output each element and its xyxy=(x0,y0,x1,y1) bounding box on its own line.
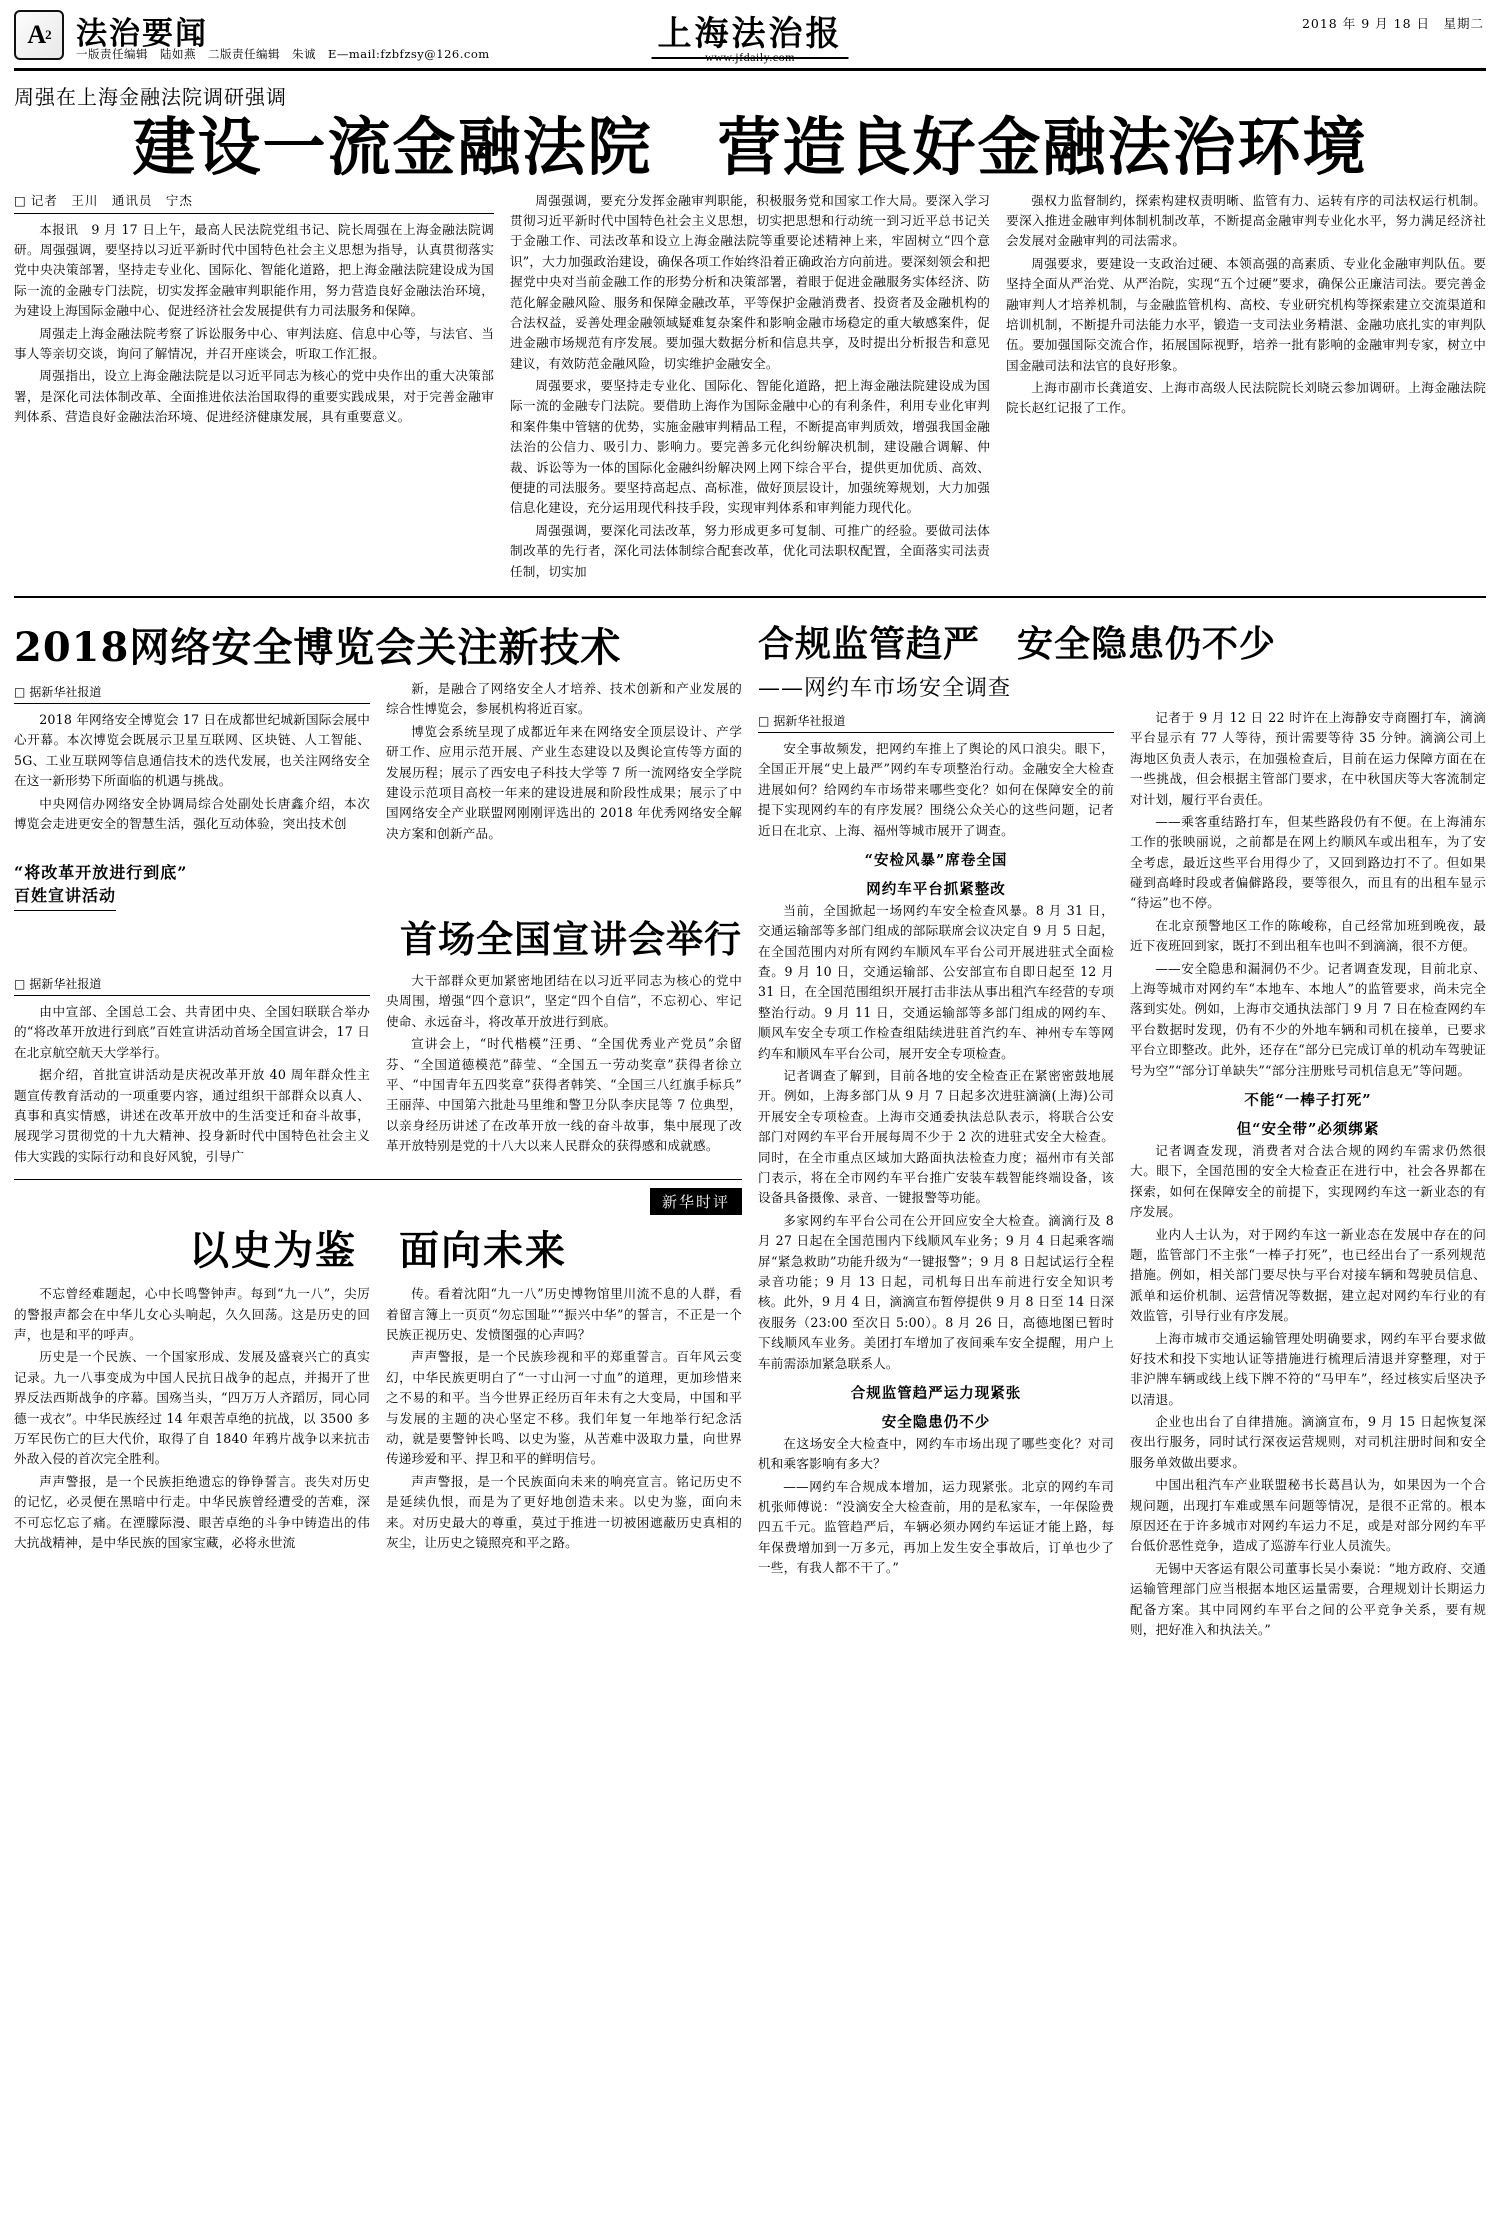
commentary-column-2 xyxy=(386,1284,742,1555)
paragraph: 据介绍，首批宣讲活动是庆祝改革开放 40 周年群众性主题宣传教育活动的一项重要内容，通过组织干部群众以真人、真事和真实情感，讲述在改革开放中的生活变迁和奋斗故事，展现学习贯彻党的十九大精神、投身新时代中国特色社会主义伟大实践的实际行动和良好风貌，引导广 xyxy=(14,1067,370,1164)
ride-column-1 xyxy=(758,708,1114,1642)
xuanjiang-column-1 xyxy=(14,971,370,1169)
paragraph: 记者调查了解到，目前各地的安全检查正在紧密密鼓地展开。例如，上海多部门从 9 月 7 日起多次进驻滴滴(上海)公司开展安全专项检查。上海市交通委执法总队表示，将联合公安部门对网约车平台开展每周不少于 2 次的进驻式安全大检查。同时，在全市重点区域加大路面执法检查力度；福州市有关部门表示，将在全市网约车平台推广安装车载智能终端设备，该设备具备摄像、录音、一键报警等功能。 xyxy=(758,1068,1114,1206)
ride-subhead-3: 不能“一棒子打死” xyxy=(1244,1092,1372,1109)
paragraph: 周强走上海金融法院考察了诉讼服务中心、审判法庭、信息中心等，与法官、当事人等亲切交谈，询问了解情况，并召开座谈会，听取工作汇报。 xyxy=(14,325,494,361)
paragraph: 新，是融合了网络安全人才培养、技术创新和产业发展的综合性博览会，参展机构将近百家。 xyxy=(386,680,742,717)
lead-body-columns xyxy=(14,191,1486,584)
byline-text: □ 记者 王川 通讯员 宁杰 xyxy=(14,193,193,208)
paragraph: 周强强调，要充分发挥金融审判职能，积极服务党和国家工作大局。要深入学习贯彻习近平新时代中国特色社会主义思想，切实把思想和行动统一到习近平总书记关于金融工作、司法改革和设立上海金融法院等重要论述精神上来，牢固树立“四个意识”，大力加强政治建设，确保各项工作始终沿着正确政治方向前进。要深刻领会和把握党中央对当前金融工作的形势分析和决策部署，着眼于促进金融服务实体经济、防范化解金融风险、服务和保障金融改革，平等保护金融消费者、投资者及金融机构的合法权益，妥善处理金融领域疑难复杂案件和影响金融市场稳定的重大敏感案件，促进金融市场规范有序发展。要加强大数据分析和信息共享，及时提出分析报告和意见建议，有效防范金融风险，切实维护金融安全。 xyxy=(510,192,991,371)
paragraph: 记者于 9 月 12 日 22 时许在上海静安寺商圈打车，滴滴平台显示有 77 人等待，预计需要等待 35 分钟。滴滴公司上海地区负责人表示，在加强检查后，目前在运力保障方面在在一些挑战，但会根据主管部门要求，在中秋国庆等大客流制定对计划，履行平台责任。 xyxy=(1130,709,1486,807)
paragraph: ——网约车合规成本增加，运力现紧张。北京的网约车司机张师傅说：“没滴安全大检查前，用的是私家车，一年保险费四五千元。监管趋严后，车辆必须办网约车运证才能上路，每年保费增加到一万多元，再加上发生安全事故后，订单也少了一些，有我人都不干了。” xyxy=(758,1478,1114,1576)
commentary-headline: 以史为鉴 面向未来 xyxy=(189,1227,567,1275)
paragraph: 声声警报，是一个民族拒绝遗忘的铮铮誓言。丧失对历史的记忆，必灵便在黑暗中行走。中华民族曾经遭受的苦难，深不可忘忆忘了痛。在湮朦际漫、眼苦卓绝的斗争中铸造出的伟大抗战精神，是中华民族的国家宝藏，必将永世流 xyxy=(14,1473,370,1550)
lead-column-1 xyxy=(14,191,494,584)
paragraph: 记者调查发现，消费者对合法合规的网约车需求仍然很大。眼下，全国范围的安全大检查正在进行中，社会各界都在探索，如何在保障安全的前提下，实现网约车这一新业态的有序发展。 xyxy=(1130,1143,1486,1220)
paragraph: 声声警报，是一个民族珍视和平的郑重誓言。百年风云变幻，中华民族更明白了“一寸山河一寸血”的道理，更加珍惜来之不易的和平。当今世界正经历百年未有之大变局，中国和平与发展的主题的决心坚定不移。我们年复一年地举行纪念活动，就是要警钟长鸣、以史为鉴，从苦难中汲取力量，向世界传递珍爱和平、捍卫和平的鲜明信号。 xyxy=(386,1349,742,1467)
page-badge-number: 2 xyxy=(45,27,51,42)
page-badge-letter: A xyxy=(27,20,46,49)
lead-headline: 建设一流金融法院 营造良好金融法治环境 xyxy=(132,110,1368,184)
masthead xyxy=(14,8,1486,71)
paragraph: 企业也出台了自律措施。滴滴宣布，9 月 15 日起恢复深夜出行服务，同时试行深夜运营规则，对司机注册时间和安全服务单效做出要求。 xyxy=(1130,1414,1486,1470)
paragraph: 不忘曾经难题起，心中长鸣警钟声。每到“九一八”，尖厉的警报声都会在中华儿女心头响起，久久回荡。这是历史的回声，也是和平的呼声。 xyxy=(14,1286,370,1342)
cyber-column-1 xyxy=(14,679,370,846)
story-cyber-expo xyxy=(14,616,742,846)
byline xyxy=(14,191,494,214)
ride-headline: 合规监管趋严 安全隐患仍不少 xyxy=(758,622,1277,665)
page-number-badge xyxy=(14,10,64,60)
paragraph: 上海市副市长龚道安、上海市高级人民法院院长刘晓云参加调研。上海金融法院院长赵红记报了工作。 xyxy=(1006,380,1486,416)
paragraph: 周强要求，要坚持走专业化、国际化、智能化道路，把上海金融法院建设成为国际一流的金融专门法院。要借助上海作为国际金融中心的有利条件，利用专业化审判和案件集中管辖的优势，实施金融审判精品工程，不断提高审判质效，增强我国金融法治的公信力、吸引力、影响力。要完善多元化纠纷解决机制，建设融合调解、仲裁、诉讼等为一体的国际化金融纠纷解决网上网下综合平台，提供更加优质、高效、便捷的司法服务。要坚持高起点、高标准，做好顶层设计，加强统筹规划，大力加强信息化建设，充分运用现代科技手段，实现审判体系和审判能力现代化。 xyxy=(510,378,990,516)
paragraph: 大干部群众更加紧密地团结在以习近平同志为核心的党中央周围，增强“四个意识”，坚定“四个自信”，不忘初心、牢记使命、永远奋斗，将改革开放进行到底。 xyxy=(386,973,742,1029)
paragraph: 博览会系统呈现了成都近年来在网络安全顶层设计、产学研工作、应用示范开展、产业生态建设以及舆论宣传等方面的发展历程；展示了西安电子科技大学等 7 所一流网络安全学院建设示范项目高校一年来的建设进展和阶段性成果；展示了中国网络安全产业联盟网刚刚评选出的 2018 年优秀网络安全解决方案和创新产品。 xyxy=(386,723,742,841)
paragraph: 由中宣部、全国总工会、共青团中央、全国妇联联合举办的“将改革开放进行到底”百姓宣讲活动首场全国宣讲会，17 日在北京航空航天大学举行。 xyxy=(14,1004,370,1060)
paragraph: 无锡中天客运有限公司董事长吴小秦说：“地方政府、交通运输管理部门应当根据本地区运量需要，合理规划计长期运力配备方案。其中同网约车平台之间的公平竞争关系，要有规则，把好准入和执法关。” xyxy=(1130,1560,1486,1637)
source-line: □ 据新华社报道 xyxy=(14,975,370,996)
middle-band xyxy=(14,606,1486,1642)
lead-column-2 xyxy=(510,191,990,584)
paragraph: 传。看着沈阳“九一八”历史博物馆里川流不息的人群，看着留言簿上一页页“勿忘国耻”“振兴中华”的誓言，不正是一个民族正视历史、发愤图强的心声吗？ xyxy=(386,1286,742,1342)
section-divider xyxy=(14,596,1486,598)
xuanjiang-column-2 xyxy=(386,971,742,1169)
source-line: □ 据新华社报道 xyxy=(14,683,370,704)
paper-name: 上海法治报 xyxy=(652,6,849,59)
lead-story xyxy=(14,81,1486,183)
paragraph: 中央网信办网络安全协调局综合处副处长唐鑫介绍，本次博览会走进更安全的智慧生活，强化互动体验，突出技术创 xyxy=(14,795,370,831)
ride-subheadline: ——网约车市场安全调查 xyxy=(758,675,1012,701)
lead-column-3 xyxy=(1006,191,1486,584)
cyber-headline: 2018网络安全博览会关注新技术 xyxy=(14,623,622,671)
paragraph: 本报讯 9 月 17 日上午，最高人民法院党组书记、院长周强在上海金融法院调研。周强强调，要坚持以习近平新时代中国特色社会主义思想为指导，认真贯彻落实党中央决策部署，坚持走专业化、国际化、智能化道路，把上海金融法院建设成为国际一流的金融专门法院，切实发挥金融审判职能作用，努力营造良好金融法治环境，为建设上海国际金融中心、促进经济社会发展提供有力司法服务和保障。 xyxy=(14,221,494,319)
paragraph: 安全事故频发，把网约车推上了舆论的风口浪尖。眼下，全国正开展“史上最严”网约车专项整治行动。金融安全大检查进展如何？给网约车市场带来哪些变化？如何在保障安全的前提下实现网约车的有序发展？围绕公众关心的这些问题，记者近日在北京、上海、福州等城市展开了调查。 xyxy=(758,740,1114,838)
paper-url[interactable]: www.jfdaily.com xyxy=(705,50,795,64)
paragraph: 强权力监督制约，探索构建权责明晰、监管有力、运转有序的司法权运行机制。要深入推进金融审判体制机制改革，不断提高金融审判专业化水平，努力满足经济社会发展对金融审判的司法需求。 xyxy=(1006,192,1486,249)
paragraph: 周强要求，要建设一支政治过硬、本领高强的高素质、专业化金融审判队伍。要坚持全面从严治党、从严治院，实现“五个过硬”要求，确保公正廉洁司法。要完善金融审判人才培养机制，与金融监管机构、高校、专业研究机构等探索建立交流渠道和培训机制，不断提升司法能力水平，锻造一支司法业务精湛、金融功底扎实的审判队伍。要加强国际交流合作，拓展国际视野，培养一批有影响的金融审判专家，树立中国金融司法和法官的良好形象。 xyxy=(1006,255,1486,373)
story-xuanjiang xyxy=(14,860,742,1169)
issue-date: 2018 年 9 月 18 日 星期二 xyxy=(1301,16,1484,31)
paragraph: 当前，全国掀起一场网约车安全检查风暴。8 月 31 日，交通运输部等多部门组成的部际联席会议决定自 9 月 5 日起，在全国范围内对所有网约车顺风车平台公司开展进驻式全面检查。9 月 10 日，交通运输部、公安部宣布自即日起至 12 月 31 日，在全国范围组织开展打击非法从事出租汽车经营的专项整治行动。9 月 11 日，交通运输部等多部门组成的网约车、顺风车安全专项工作检查组陆续进驻首汽约车、神州专车等网约车和顺风车平台公司，展开安全专项检查。 xyxy=(758,902,1114,1061)
paragraph: 中国出租汽车产业联盟秘书长葛昌认为，如果因为一个合规问题，出现打车难或黑车问题等情况，是很不正常的。根本原因还在于许多城市对网约车运力不足，或是对部分网约车平台低价恶性竞争，造成了巡游车行业人员流失。 xyxy=(1130,1477,1486,1554)
paragraph: 声声警报，是一个民族面向未来的响亮宣言。铭记历史不是延续仇恨，而是为了更好地创造未来。以史为鉴，面向未来。对历史最大的尊重，莫过于推进一切被困遮蔽历史真相的灰尘，让历史之镜照亮和平之路。 xyxy=(386,1473,742,1550)
masthead-editors-line: 一版责任编辑 陆如燕 二版责任编辑 朱诚 E—mail:fzbfzsy@126.com xyxy=(76,47,490,61)
commentary-tag: 新华时评 xyxy=(650,1188,742,1215)
paragraph: 周强指出，设立上海金融法院是以习近平同志为核心的党中央作出的重大决策部署，是深化司法体制改革、全面推进依法治国取得的重要实践成果，对于完善金融审判体系、营造良好金融法治环境、促进经济健康发展，具有重要意义。 xyxy=(14,368,494,425)
cyber-column-2 xyxy=(386,679,742,846)
paragraph: 周强强调，要深化司法改革，努力形成更多可复制、可推广的经验。要做司法体制改革的先行者，深化司法体制综合配套改革，优化司法职权配置，全面落实司法责任制，切实加 xyxy=(510,522,990,579)
story-commentary xyxy=(14,1179,742,1555)
ride-subhead-3b: 但“安全带”必须绑紧 xyxy=(1236,1121,1380,1138)
paragraph: ——乘客重结路打车，但某些路段仍有不便。在上海浦东工作的张映丽说，之前都是在网上约顺风车或出租车，为了安全考虑，最近这些平台用得少了，又回到路边打不了。但如果碰到高峰时段或者偏僻路段，要等很久，而且有的出租车显示“待运”也不停。 xyxy=(1130,813,1486,911)
section-title: 法治要闻 xyxy=(76,16,208,52)
ride-subhead-1b: 网约车平台抓紧整改 xyxy=(866,880,1006,898)
paragraph: 宣讲会上，“时代楷模”汪勇、“全国优秀业产党员”余留芬、“全国道德模范”薛莹、“全国五一劳动奖章”获得者徐立平、“中国青年五四奖章”获得者韩笑、“全国三八红旗手标兵”王丽萍、中国第六批赴马里维和警卫分队李庆昆等 7 位典型，以亲身经历讲述了在改革开放一线的奋斗故事，集中展现了改革开放特别是党的十八大以来人民群众的获得感和成就感。 xyxy=(386,1036,742,1154)
ride-subhead-2: 合规监管趋严运力现紧张 xyxy=(850,1384,1022,1402)
left-half xyxy=(14,606,742,1555)
commentary-column-1 xyxy=(14,1284,370,1555)
xuanjiang-headline: 首场全国宣讲会举行 xyxy=(400,917,742,962)
paragraph: 多家网约车平台公司在公开回应安全大检查。滴滴行及 8 月 27 日起在全国范围内下线顺风车业务；9 月 4 日起乘客端屏“紧急救助”功能升级为“一键报警”；9 月 8 日起试运行全程录音功能；9 月 13 日起，司机每日出车前进行安全知识考核。此外，9 月 4 日，滴滴宣布暂停提供 9 月 8 日至 14 日深夜服务（23:00 至次日 5:00）。8 月 26 日，高德地图已暂时下线顺风车业务。美团打车增加了夜间乘车安全提醒，用户上车前需添加紧急联系人。 xyxy=(758,1212,1114,1371)
ride-subhead-1: “安检风暴”席卷全国 xyxy=(864,851,1008,869)
paragraph: 业内人士认为，对于网约车这一新业态在发展中存在的问题，监管部门不主张“一棒子打死”，也已经出台了一系列规范措施。例如，相关部门要尽快与平台对接车辆和驾驶员信息、派单和运价机制、运营情况等数据，建立起对网约车行业的有效监管，引导行业有序发展。 xyxy=(1130,1226,1486,1324)
story-ride-hailing xyxy=(758,606,1486,1642)
paragraph: 上海市城市交通运输管理处明确要求，网约车平台要求做好技术和投下实地认证等措施进行梳理后清退并穿整理，对于非沪牌车辆或线上线下牌不符的“马甲车”，经过核实后坚决予以清退。 xyxy=(1130,1330,1486,1407)
source-line: □ 据新华社报道 xyxy=(758,712,1114,733)
newspaper-page xyxy=(0,8,1500,2235)
lead-kicker: 周强在上海金融法院调研强调 xyxy=(14,85,287,109)
ride-column-2 xyxy=(1130,708,1486,1642)
paragraph: 2018 年网络安全博览会 17 日在成都世纪城新国际会展中心开幕。本次博览会既展示卫星互联网、区块链、人工智能、5G、工业互联网等信息通信技术的迭代发展，也关注网络安全在这一新形势下所面临的机遇与挑战。 xyxy=(14,711,370,789)
paragraph: 在北京预警地区工作的陈峻称，自己经常加班到晚夜，最近下夜班回到家，既打不到出租车也叫不到滴滴，很不方便。 xyxy=(1130,917,1486,954)
xuanjiang-kicker: “将改革开放进行到底” xyxy=(14,863,188,883)
paragraph: 在这场安全大检查中，网约车市场出现了哪些变化？对司机和乘客影响有多大？ xyxy=(758,1435,1114,1472)
paragraph: ——安全隐患和漏洞仍不少。记者调查发现，目前北京、上海等城市对网约车“本地车、本地人”的监管要求，尚未完全落到实处。例如，上海市交通执法部门 9 月 7 日在检查网约车平台数据时发现，仍有不少的外地车辆和司机在接单，已要求平台立即整改。此外，还存在“部分已完成订单的机动车驾驶证号为空”“部分订单缺失”“部分注册账号司机信息无”等问题。 xyxy=(1130,960,1486,1078)
paragraph: 历史是一个民族、一个国家形成、发展及盛衰兴亡的真实记录。九一八事变成为中国人民抗日战争的起点，并揭开了世界反法西斯战争的序幕。国殇当头，“四万万人齐蹈厉，同心同德一戎衣”。中华民族经过 14 年艰苦卓绝的抗战，以 3500 多万军民伤亡的巨大代价，取得了自 1840 年鸦片战争以来抗击外敌入侵的首次完全胜利。 xyxy=(14,1349,370,1467)
xuanjiang-kicker-2: 百姓宣讲活动 xyxy=(14,883,116,911)
ride-subhead-2b: 安全隐患仍不少 xyxy=(881,1413,991,1431)
